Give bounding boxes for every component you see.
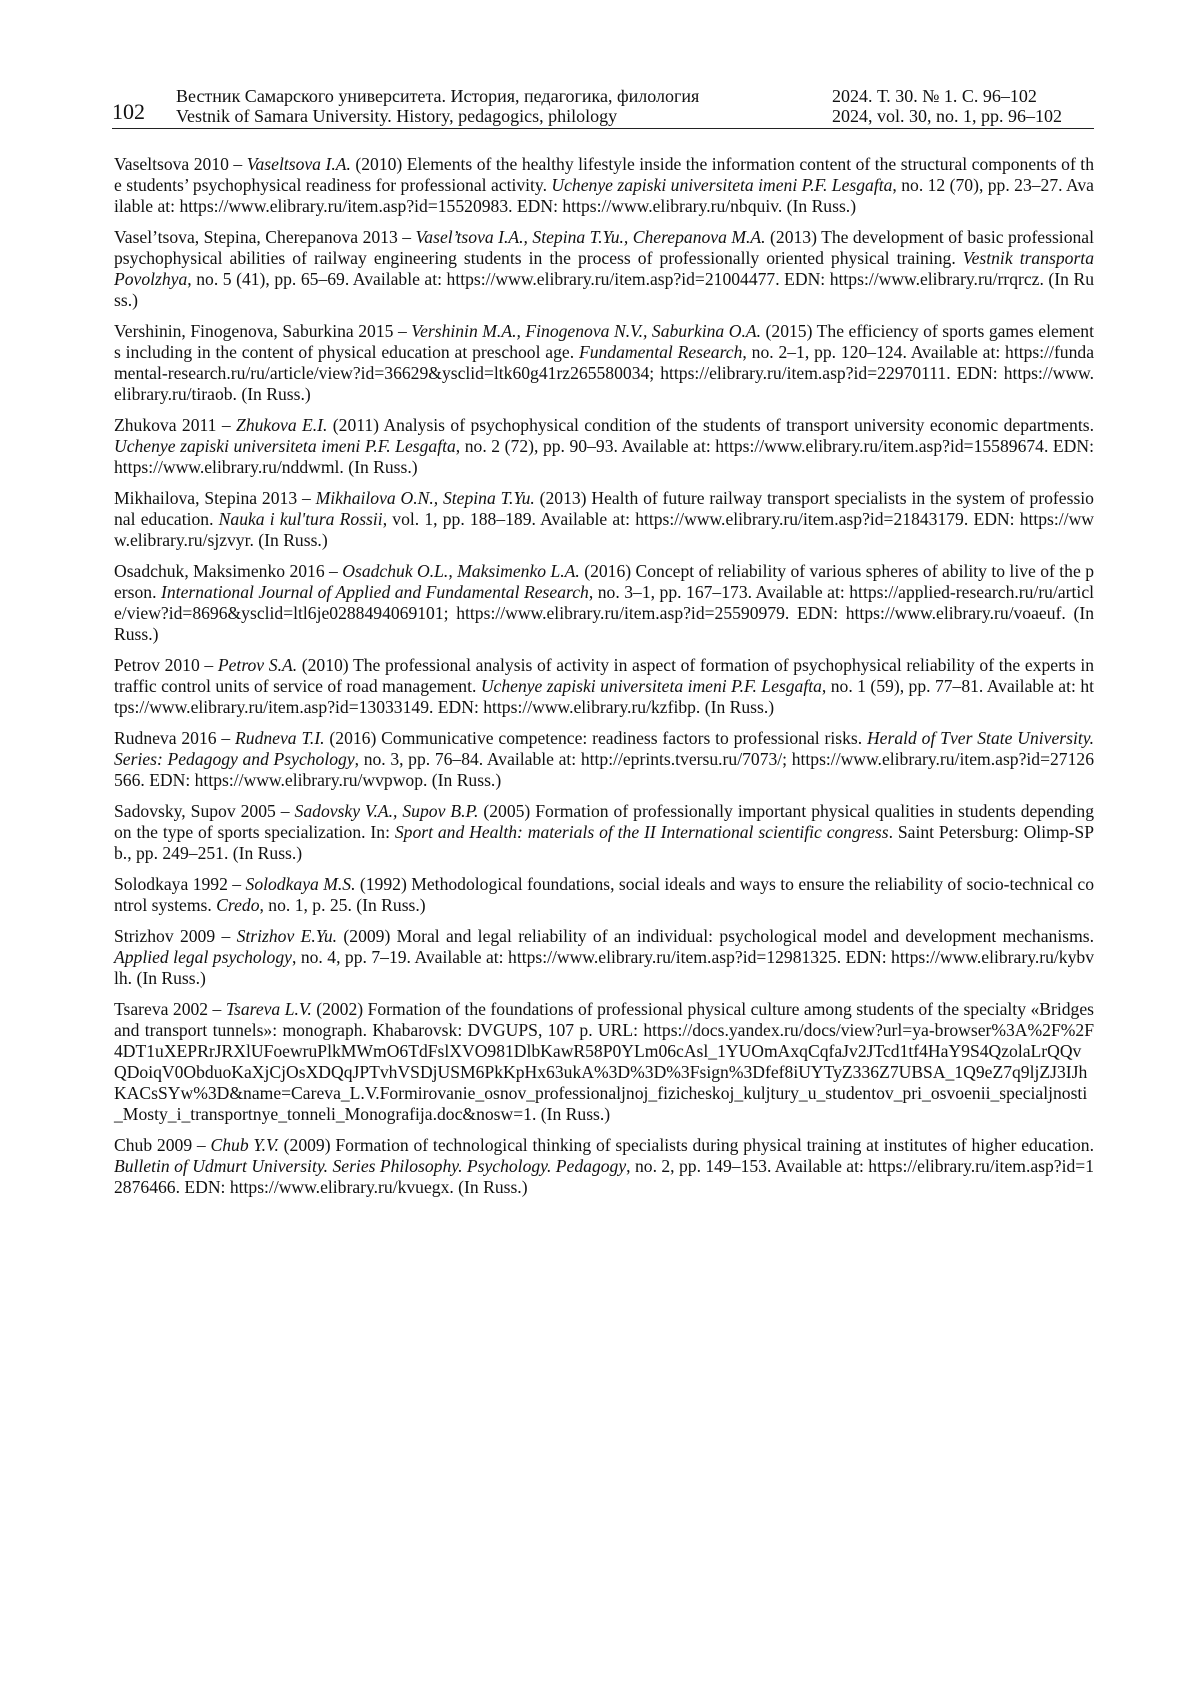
- reference-lead: Strizhov 2009 –: [114, 926, 237, 946]
- reference-lead: Tsareva 2002 –: [114, 999, 226, 1019]
- reference-entry: [114, 801, 1094, 864]
- reference-list: [114, 154, 1094, 1208]
- reference-source: Uchenye zapiski universiteta imeni P.F. Lesgafta: [114, 436, 456, 456]
- journal-title-en: Vestnik of Samara University. History, pedagogics, philology: [176, 106, 618, 126]
- reference-text: (2011) Analysis of psychophysical condition of the students of transport university economic departments.: [327, 415, 1094, 435]
- page-number: 102: [112, 99, 145, 124]
- reference-entry: [114, 154, 1094, 217]
- reference-entry: [114, 728, 1094, 791]
- reference-lead: Rudneva 2016 –: [114, 728, 236, 748]
- reference-tail: , no. 1 (59), pp. 77–81. Available at: https://www.elibrary.ru/item.asp?id=13033149. EDN: https://www.elibrary.ru/kzfibp. (In Russ.): [114, 676, 1094, 717]
- reference-authors: Solodkaya M.S.: [245, 874, 356, 894]
- reference-text: (2016) Communicative competence: readiness factors to professional risks.: [324, 728, 867, 748]
- reference-text: (2002) Formation of the foundations of professional physical culture among students of the specialty «Bridges and transport tunnels»: monograph. Khabarovsk: DVGUPS, 107 p. URL: https://docs.yandex.ru/docs/view?url=ya-browser%3A%2F%2F4DT1uXEPRrJRXlUFoewruPlkMWmO6TdFslXVO981DlbKawR58P0YLm06cAsl_1YUOmAxqCqfaJv2JTcd1tf4HaY9S4QzolaLrQQvQDoiqV0ObduoKaXjCjOsXDQqJPTvhVSDjUSM6PkKpHx63ukA%3D%3D%3Fsign%3Dfef8iUYTyZ336Z7UBSA_1Q9eZ7q9ljZJ3IJhKACsSYw%3D&name=Careva_L.V.Formirovanie_osnov_professionaljnoj_fizicheskoj_kuljtury_u_studentov_pri_osvoenii_specialjnosti_Mosty_i_transportnye_tonneli_Monografija.doc&nosw=1. (In Russ.): [114, 999, 1094, 1124]
- header-row-ru: [176, 86, 1094, 106]
- reference-source: Sport and Health: materials of the II International scientific congress: [394, 822, 889, 842]
- reference-authors: Chub Y.V.: [210, 1135, 279, 1155]
- reference-source: Credo: [216, 895, 260, 915]
- reference-entry: [114, 321, 1094, 405]
- reference-text: (2010) The professional analysis of activity in aspect of formation of psychophysical reliability of the experts in traffic control units of service of road management.: [114, 655, 1095, 696]
- reference-tail: , no. 5 (41), pp. 65–69. Available at: https://www.elibrary.ru/item.asp?id=21004477. EDN: https://www.elibrary.ru/rrqrcz. (In Russ.): [114, 269, 1094, 310]
- reference-tail: , vol. 1, pp. 188–189. Available at: https://www.elibrary.ru/item.asp?id=21843179. EDN: https://www.elibrary.ru/sjzvyr. (In Russ.): [114, 509, 1094, 550]
- reference-authors: Osadchuk O.L., Maksimenko L.A.: [342, 561, 580, 581]
- reference-authors: Vershinin M.A., Finogenova N.V., Saburkina O.A.: [411, 321, 762, 341]
- reference-authors: Sadovsky V.A., Supov B.P.: [294, 801, 479, 821]
- reference-lead: Osadchuk, Maksimenko 2016 –: [114, 561, 343, 581]
- reference-lead: Vershinin, Finogenova, Saburkina 2015 –: [114, 321, 412, 341]
- reference-tail: , no. 2, pp. 149–153. Available at: https://elibrary.ru/item.asp?id=12876466. EDN: https://www.elibrary.ru/kvuegx. (In Russ.): [114, 1156, 1095, 1197]
- reference-tail: , no. 3, pp. 76–84. Available at: http://eprints.tversu.ru/7073/; https://www.elibrary.ru/item.asp?id=27126566. EDN: https://www.elibrary.ru/wvpwop. (In Russ.): [114, 749, 1094, 790]
- reference-text: (2010) Elements of the healthy lifestyle inside the information content of the structural components of the students’ psychophysical readiness for professional activity.: [114, 154, 1094, 195]
- header-rule: [112, 128, 1094, 129]
- reference-text: (2015) The efficiency of sports games elements including in the content of physical education at preschool age.: [114, 321, 1094, 362]
- reference-source: Nauka i kul'tura Rossii: [218, 509, 383, 529]
- reference-source: Uchenye zapiski universiteta imeni P.F. Lesgafta: [480, 676, 822, 696]
- reference-entry: [114, 926, 1094, 989]
- reference-authors: Vaseltsova I.A.: [246, 154, 351, 174]
- reference-source: International Journal of Applied and Fundamental Research: [161, 582, 589, 602]
- reference-source: Herald of Tver State University. Series: Pedagogy and Psychology: [114, 728, 1094, 769]
- reference-text: (2013) Health of future railway transport specialists in the system of professional education.: [114, 488, 1094, 529]
- reference-entry: [114, 999, 1094, 1125]
- reference-tail: , no. 1, p. 25. (In Russ.): [259, 895, 426, 915]
- reference-tail: . Saint Petersburg: Olimp-SPb., pp. 249–251. (In Russ.): [114, 822, 1094, 863]
- reference-authors: Rudneva T.I.: [235, 728, 325, 748]
- reference-lead: Zhukova 2011 –: [114, 415, 237, 435]
- reference-tail: , no. 2 (72), pp. 90–93. Available at: https://www.elibrary.ru/item.asp?id=15589674. EDN: https://www.elibrary.ru/nddwml. (In Russ.): [114, 436, 1094, 477]
- reference-authors: Zhukova E.I.: [236, 415, 328, 435]
- reference-authors: Tsareva L.V.: [225, 999, 312, 1019]
- reference-text: (2016) Concept of reliability of various spheres of ability to live of the person.: [114, 561, 1094, 602]
- reference-text: (2009) Formation of technological thinking of specialists during physical training at institutes of higher education.: [278, 1135, 1094, 1155]
- reference-entry: [114, 227, 1094, 311]
- reference-lead: Petrov 2010 –: [114, 655, 218, 675]
- reference-lead: Mikhailova, Stepina 2013 –: [114, 488, 316, 508]
- reference-source: Bulletin of Udmurt University. Series Philosophy. Psychology. Pedagogy: [114, 1156, 627, 1176]
- issue-info-ru: 2024. Т. 30. № 1. С. 96–102: [832, 86, 1037, 106]
- reference-text: (2013) The development of basic professional psychophysical abilities of railway engineering students in the process of professionally oriented physical training.: [114, 227, 1094, 268]
- reference-authors: Mikhailova O.N., Stepina T.Yu.: [315, 488, 535, 508]
- reference-entry: [114, 655, 1094, 718]
- reference-entry: [114, 488, 1094, 551]
- reference-lead: Sadovsky, Supov 2005 –: [114, 801, 295, 821]
- reference-entry: [114, 415, 1094, 478]
- reference-entry: [114, 561, 1094, 645]
- reference-lead: Solodkaya 1992 –: [114, 874, 246, 894]
- reference-lead: Chub 2009 –: [114, 1135, 211, 1155]
- reference-entry: [114, 874, 1094, 916]
- reference-authors: Vasel’tsova I.A., Stepina T.Yu., Cherepanova M.A.: [415, 227, 766, 247]
- reference-source: Uchenye zapiski universiteta imeni P.F. Lesgafta: [551, 175, 893, 195]
- journal-title-ru: Вестник Самарского университета. История, педагогика, филология: [176, 86, 700, 106]
- header-row-en: [176, 106, 1094, 126]
- reference-tail: , no. 4, pp. 7–19. Available at: https://www.elibrary.ru/item.asp?id=12981325. EDN: https://www.elibrary.ru/kybvlh. (In Russ.): [114, 947, 1094, 988]
- reference-tail: , no. 2–1, pp. 120–124. Available at: https://fundamental-research.ru/ru/article/view?id=36629&ysclid=ltk60g41rz265580034; https://elibrary.ru/item.asp?id=22970111. EDN: https://www.elibrary.ru/tiraob. (In Russ.): [114, 342, 1094, 404]
- reference-source: Vestnik transporta Povolzhya: [114, 248, 1094, 289]
- reference-lead: Vaseltsova 2010 –: [114, 154, 247, 174]
- reference-tail: , no. 12 (70), pp. 23–27. Available at: https://www.elibrary.ru/item.asp?id=15520983. EDN: https://www.elibrary.ru/nbquiv. (In Russ.): [114, 175, 1094, 216]
- reference-authors: Strizhov E.Yu.: [236, 926, 338, 946]
- reference-text: (1992) Methodological foundations, social ideals and ways to ensure the reliability of socio-technical control systems.: [114, 874, 1094, 915]
- reference-source: Applied legal psychology: [114, 947, 292, 967]
- reference-text: (2009) Moral and legal reliability of an individual: psychological model and development mechanisms.: [337, 926, 1095, 946]
- reference-tail: , no. 3–1, pp. 167–173. Available at: https://applied-research.ru/ru/article/view?id=8696&ysclid=ltl6je0288494069101; https://www.elibrary.ru/item.asp?id=25590979. EDN: https://www.elibrary.ru/voaeuf. (In Russ.): [114, 582, 1095, 644]
- reference-lead: Vasel’tsova, Stepina, Cherepanova 2013 –: [114, 227, 416, 247]
- reference-text: (2005) Formation of professionally important physical qualities in students depending on the type of sports specialization. In:: [114, 801, 1094, 842]
- running-header: [176, 86, 1094, 126]
- reference-source: Fundamental Research: [578, 342, 743, 362]
- reference-entry: [114, 1135, 1094, 1198]
- issue-info-en: 2024, vol. 30, no. 1, pp. 96–102: [832, 106, 1063, 126]
- reference-authors: Petrov S.A.: [217, 655, 298, 675]
